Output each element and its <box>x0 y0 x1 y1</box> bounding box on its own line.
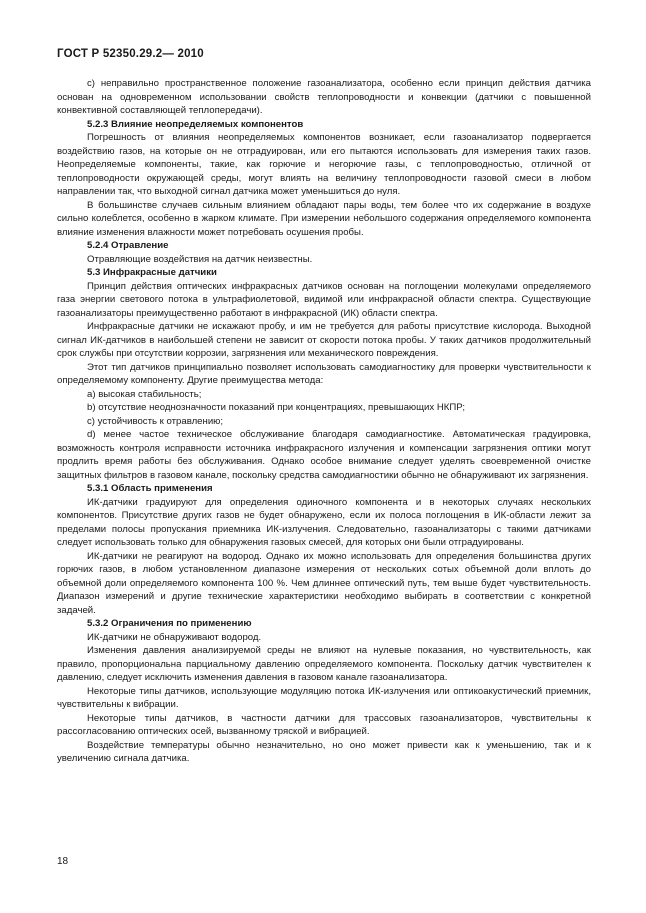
paragraph: Инфракрасные датчики не искажают пробу, и им не требуется для работы присутствие кислорода. Выходной сигнал ИК-датчиков в наибольшей степени не зависит от скорости потока пробы. У таких датчиков продолжительный срок службы при отсутствии коррозии, загрязнения или механического повреждения. <box>57 321 591 359</box>
section-heading: 5.3 Инфракрасные датчики <box>87 267 217 278</box>
paragraph: Погрешность от влияния неопределяемых компонентов возникает, если газоанализатор подвергается воздействию газов, на которые он не отградуирован, или его пытаются использовать для измерения таких газов. Неопределяемые компоненты, такие, как горючие и негорючие газы, с теплопроводностью, отличной от теплопроводности окружающей среды, могут влиять на величину теплопроводности газовой смеси в любом направлении так, что выходной сигнал датчика может уменьшиться до нуля. <box>57 132 591 197</box>
paragraph: Некоторые типы датчиков, использующие модуляцию потока ИК-излучения или оптикоакустический приемник, чувствительны к вибрации. <box>57 685 591 710</box>
section-heading: 5.2.4 Отравление <box>87 240 169 251</box>
paragraph: с) неправильно пространственное положение газоанализатора, особенно если принцип действия датчика основан на одновременном использовании свойств теплопроводности и конвекции (датчики с повышенной конвективной составляющей теплопередачи). <box>57 78 591 116</box>
paragraph: Принцип действия оптических инфракрасных датчиков основан на поглощении молекулами определяемого газа энергии светового потока в ультрафиолетовой, видимой или инфракрасной области спектра. Существующие газоанализаторы преимущественно работают в инфракрасной (ИК) области спектра. <box>57 280 591 319</box>
document-header: ГОСТ Р 52350.29.2— 2010 <box>57 48 204 60</box>
paragraph: ИК-датчики градуируют для определения одиночного компонента и в некоторых случаях нескольких компонентов. Присутствие других газов не будет обнаружено, если их полоса поглощения в ИК-области лежит за пределами полосы пропускания приемника ИК-излучения. Следовательно, газоанализаторы с такими датчиками следует использовать только для обнаружения газовых смесей, для которых они были отградуированы. <box>57 496 591 548</box>
paragraph: Изменения давления анализируемой среды не влияют на нулевые показания, но чувствительность, как правило, пропорциональна парциальному давлению определяемого компонента. Поскольку датчик чувствителен к давлению, следует исключить изменения давления в газовом канале газоанализатора. <box>57 645 591 683</box>
section-heading: 5.3.2 Ограничения по применению <box>87 618 252 629</box>
paragraph: ИК-датчики не реагируют на водород. Однако их можно использовать для определения большинства других горючих газов, в любом установленном диапазоне измерения от нескольких сотых объемной доли вплоть до объемной доли определяемого компонента 100 %. Чем длиннее оптический путь, тем выше будет чувствительность. Диапазон измерений и другие технические характеристики необходимо выбирать в соответствии с конкретной задачей. <box>57 550 591 616</box>
paragraph: ИК-датчики не обнаруживают водород. <box>87 631 262 643</box>
paragraph: Воздействие температуры обычно незначительно, но оно может привести как к уменьшению, так и к увеличению сигнала датчика. <box>57 739 591 764</box>
document-body <box>57 77 591 766</box>
paragraph: b) отсутствие неоднозначности показаний при концентрациях, превышающих НКПР; <box>87 402 466 413</box>
section-heading: 5.2.3 Влияние неопределяемых компонентов <box>87 118 304 130</box>
paragraph: d) менее частое техническое обслуживание благодаря самодиагностике. Автоматическая градуировка, возможность контроля исправности источника инфракрасного излучения и компенсации загрязнения оптики могут продлить время работы без обслуживания. Однако особое внимание следует уделять своевременной очистке защитных фильтров в газовом канале, поскольку средства самодиагностики обычно не обнаруживают их загрязнения. <box>57 429 591 481</box>
paragraph: В большинстве случаев сильным влиянием обладают пары воды, тем более что их содержание в воздухе сильно колеблется, особенно в жарком климате. При измерении небольшого содержания определяемого компонента влияние изменения влажности может потребовать осушения пробы. <box>57 199 591 238</box>
paragraph: Некоторые типы датчиков, в частности датчики для трассовых газоанализаторов, чувствительны к рассогласованию оптических осей, вызванному тряской и вибрацией. <box>57 712 591 737</box>
page-number: 18 <box>57 856 69 867</box>
paragraph: Отравляющие воздействия на датчик неизвестны. <box>87 253 313 265</box>
paragraph: а) высокая стабильность; <box>87 388 202 400</box>
section-heading: 5.3.1 Область применения <box>87 483 213 494</box>
paragraph: Этот тип датчиков принципиально позволяет использовать самодиагностику для проверки чувствительности к определяемому компоненту. Другие преимущества метода: <box>57 361 591 386</box>
paragraph: с) устойчивость к отравлению; <box>87 415 224 427</box>
